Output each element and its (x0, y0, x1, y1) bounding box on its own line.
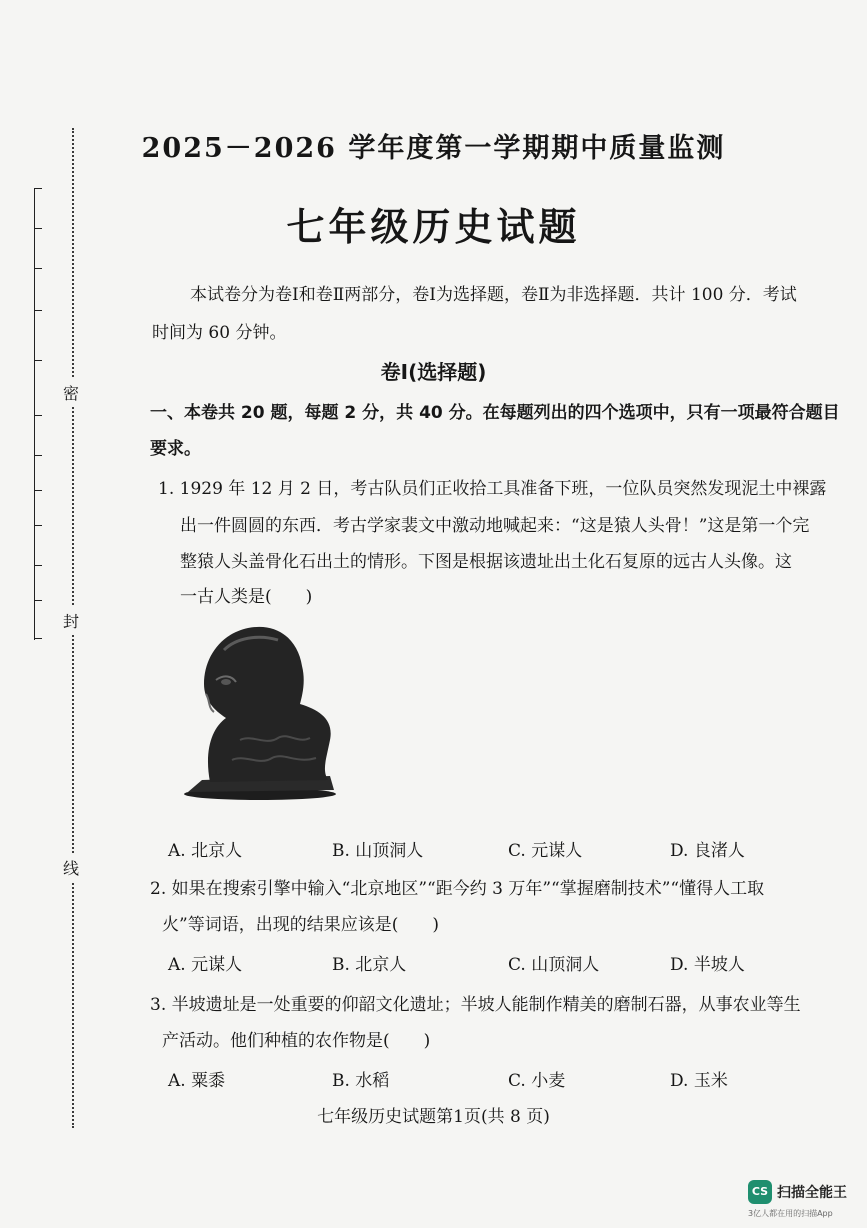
binding-tick (34, 188, 42, 189)
seal-char-xian: 线 (63, 853, 79, 882)
intro-line-2: 时间为 60 分钟。 (152, 323, 287, 343)
question-1-line: 整猿人头盖骨化石出土的情形。下图是根据该遗址出土化石复原的远古人头像。这 (180, 552, 792, 572)
page-footer: 七年级历史试题第1页(共 8 页) (317, 1107, 550, 1127)
option-b[interactable]: B. 北京人 (332, 955, 407, 975)
option-c[interactable]: C. 山顶洞人 (508, 955, 600, 975)
question-1-line: 1. 1929 年 12 月 2 日，考古队员们正收拾工具准备下班，一位队员突然发现泥土中裸露 (158, 479, 827, 499)
binding-tick (34, 455, 42, 456)
watermark-tagline: 3亿人都在用的扫描App (748, 1209, 833, 1218)
binding-tick (34, 415, 42, 416)
question-1-line: 一古人类是( ) (180, 587, 313, 607)
binding-rule (34, 188, 35, 640)
exam-title: 七年级历史试题 (286, 204, 581, 249)
binding-tick (34, 638, 42, 639)
peking-man-bust-image (180, 620, 340, 800)
section-instruction-2: 要求。 (150, 439, 201, 459)
option-b[interactable]: B. 水稻 (332, 1071, 390, 1091)
option-d[interactable]: D. 半坡人 (670, 955, 745, 975)
question-1-options (168, 836, 808, 860)
option-a[interactable]: A. 粟黍 (168, 1071, 226, 1091)
binding-tick (34, 268, 42, 269)
binding-tick (34, 565, 42, 566)
intro-line-1: 本试卷分为卷Ⅰ和卷Ⅱ两部分，卷Ⅰ为选择题，卷Ⅱ为非选择题．共计 100 分．考试 (190, 285, 797, 305)
exam-subtitle: 2025－2026 学年度第一学期期中质量监测 (141, 133, 726, 164)
binding-tick (34, 525, 42, 526)
question-2-line: 2. 如果在搜索引擎中输入“北京地区”“距今约 3 万年”“掌握磨制技术”“懂得人工取 (150, 879, 765, 899)
seal-char-feng: 封 (63, 606, 79, 635)
section-title: 卷Ⅰ(选择题) (380, 360, 487, 384)
question-2-line: 火”等词语，出现的结果应该是( ) (162, 915, 439, 935)
binding-tick (34, 310, 42, 311)
option-d[interactable]: D. 良渚人 (670, 841, 745, 861)
binding-tick (34, 600, 42, 601)
option-d[interactable]: D. 玉米 (670, 1071, 728, 1091)
option-c[interactable]: C. 小麦 (508, 1071, 566, 1091)
option-b[interactable]: B. 山顶洞人 (332, 841, 424, 861)
section-instruction-1: 一、本卷共 20 题，每题 2 分，共 40 分。在每题列出的四个选项中，只有一项最符合题目 (150, 403, 840, 423)
question-3-line: 3. 半坡遗址是一处重要的仰韶文化遗址；半坡人能制作精美的磨制石器，从事农业等生 (150, 995, 801, 1015)
question-2-options (168, 950, 808, 974)
option-c[interactable]: C. 元谋人 (508, 841, 583, 861)
seal-char-mi: 密 (63, 378, 79, 407)
option-a[interactable]: A. 元谋人 (168, 955, 243, 975)
watermark-app-name: 扫描全能王 (777, 1185, 847, 1201)
scanner-watermark (748, 1180, 858, 1220)
camscanner-logo-icon: CS (748, 1180, 772, 1204)
question-3-options (168, 1066, 808, 1090)
option-a[interactable]: A. 北京人 (168, 841, 243, 861)
binding-tick (34, 490, 42, 491)
question-3-line: 产活动。他们种植的农作物是( ) (162, 1031, 431, 1051)
question-1-line: 出一件圆圆的东西．考古学家裴文中激动地喊起来：“这是猿人头骨！”这是第一个完 (180, 516, 810, 536)
